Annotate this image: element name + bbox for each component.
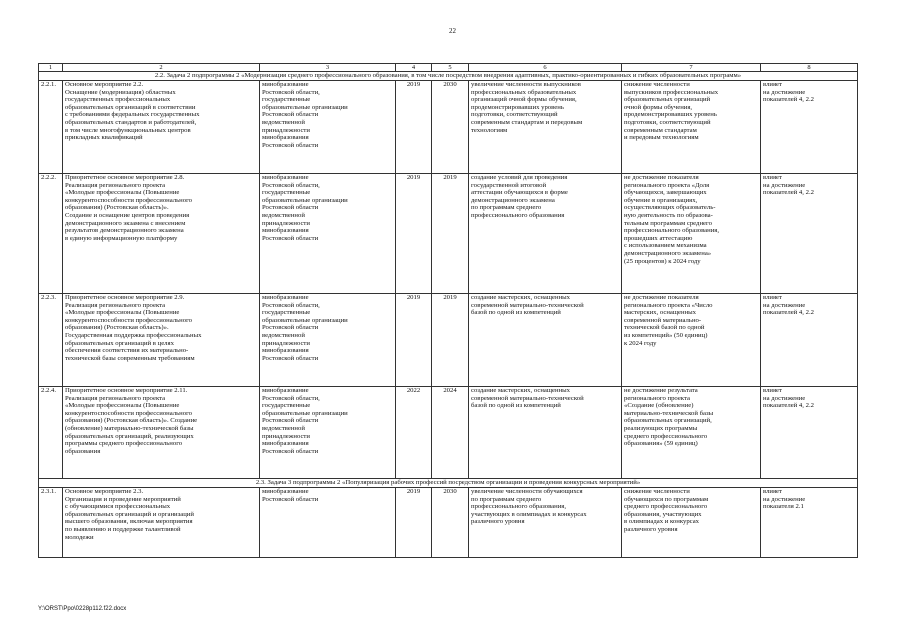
indicator-link-line: показателей 4, 2.2 [763, 309, 814, 317]
responsible-executor-line: Ростовской области, [262, 88, 320, 96]
activity-name-line: Реализация регионального проекта [65, 181, 166, 189]
expected-result [469, 174, 622, 294]
activity-name-line: образовательных организаций в соответствии [65, 103, 196, 111]
non-implementation-consequences-line: «Создание (обновление) [624, 402, 694, 410]
indicator-link-line: на достижение [763, 495, 806, 503]
activity-name-line: Основное мероприятие 2.2. [65, 81, 144, 88]
non-implementation-consequences-line: демонстрационного экзамена» [624, 249, 712, 257]
expected-result-line: участвующих в олимпиадах и конкурсах [471, 510, 587, 518]
responsible-executor-line: минобразования [262, 347, 309, 355]
indicator-link-line: на достижение [763, 88, 806, 96]
indicator-link [761, 294, 858, 387]
activity-name [63, 81, 260, 174]
column-number: 7 [622, 64, 761, 72]
activity-name-line: государственных профессиональных [65, 96, 171, 104]
non-implementation-consequences-line: не достижение показателя [624, 174, 699, 181]
responsible-executor-line: минобразования [262, 440, 309, 448]
activity-name-line: Реализация регионального проекта [65, 394, 166, 402]
non-implementation-consequences-line: подготовки, соответствующий [624, 118, 711, 126]
expected-result-line: профессионального образования, [471, 503, 567, 511]
non-implementation-consequences-line: технической базой по одной [624, 324, 705, 332]
activity-name-line: Организация и проведение мероприятий [65, 495, 181, 503]
non-implementation-consequences-line: к 2024 году [624, 339, 657, 347]
activity-name-line: Реализация регионального проекта [65, 301, 166, 309]
non-implementation-consequences-line: среднего профессионального [624, 432, 708, 440]
responsible-executor [260, 174, 396, 294]
column-number: 8 [761, 64, 858, 72]
column-number-row [39, 64, 858, 72]
non-implementation-consequences-line: профессионального образования, [624, 227, 720, 235]
indicator-link-line: показателей 4, 2.2 [763, 402, 814, 410]
activity-name-line: Приоритетное основное мероприятие 2.8. [65, 174, 185, 181]
table-row [39, 294, 858, 387]
expected-result-line: государственной итоговой [471, 181, 547, 189]
non-implementation-consequences-line: выпускников профессиональных [624, 88, 719, 96]
responsible-executor-line: ведомственной [262, 331, 305, 339]
activity-name-line: конкурентоспособности профессионального [65, 409, 192, 417]
activity-name-line: с обучающимися профессиональных [65, 503, 171, 511]
non-implementation-consequences-line: осуществляющих образователь- [624, 204, 716, 212]
activity-name-line: (обновление) материально-технической базы [65, 424, 194, 432]
non-implementation-consequences-line: образовательных организаций, [624, 417, 712, 425]
expected-result-line: технологиям [471, 126, 508, 134]
non-implementation-consequences-line: реализующих программы [624, 424, 698, 432]
responsible-executor-line: Ростовской области [262, 141, 319, 149]
responsible-executor-line: принадлежности [262, 339, 310, 347]
activity-name [63, 387, 260, 479]
task-heading: 2.3. Задача 3 подпрограммы 2 «Популяризация рабочих профессий посредством организации и проведения конкурсных мероприятий» [39, 479, 858, 488]
non-implementation-consequences-line: не достижение результата [624, 387, 698, 394]
activity-name-line: в единую информационную платформу [65, 234, 178, 242]
non-implementation-consequences [622, 294, 761, 387]
non-implementation-consequences-line: среднего профессионального [624, 503, 708, 511]
non-implementation-consequences-line: с использованием механизма [624, 242, 707, 250]
activity-name-line: Основное мероприятие 2.3. [65, 488, 144, 495]
responsible-executor-line: государственные [262, 309, 311, 317]
responsible-executor-line: Ростовской области [262, 234, 319, 242]
table-row [39, 81, 858, 174]
activity-name-line: демонстрационного экзамена с внесением [65, 219, 186, 227]
end-year: 2030 [432, 81, 469, 174]
activity-name [63, 294, 260, 387]
table-row [39, 174, 858, 294]
responsible-executor-line: ведомственной [262, 424, 305, 432]
responsible-executor-line: образовательные организации [262, 409, 348, 417]
indicator-link-line: влияет [763, 174, 782, 181]
expected-result-line: по программам среднего [471, 204, 542, 212]
indicator-link-line: влияет [763, 294, 782, 301]
non-implementation-consequences-line: обучающихся, завершающих [624, 189, 707, 197]
activity-name-line: в том числе многофункциональных центров [65, 126, 191, 134]
expected-result [469, 488, 622, 558]
expected-result-line: продемонстрировавших уровень [471, 103, 564, 111]
non-implementation-consequences [622, 81, 761, 174]
row-number: 2.3.1. [39, 488, 63, 558]
task-row [39, 72, 858, 81]
activity-name-line: «Молодые профессионалы (Повышение [65, 309, 180, 317]
responsible-executor-line: ведомственной [262, 211, 305, 219]
expected-result-line: профессионального образования [471, 211, 565, 219]
expected-result-line: базой по одной из компетенций [471, 402, 561, 410]
expected-result [469, 81, 622, 174]
indicator-link-line: на достижение [763, 301, 806, 309]
non-implementation-consequences-line: различного уровня [624, 525, 678, 533]
activity-name-line: программы среднего профессионального [65, 440, 183, 448]
expected-result-line: увеличение численности обучающихся [471, 488, 583, 495]
column-number: 4 [396, 64, 432, 72]
activity-name [63, 488, 260, 558]
column-number: 5 [432, 64, 469, 72]
expected-result-line: создание условий для проведения [471, 174, 568, 181]
responsible-executor-line: Ростовской области [262, 324, 319, 332]
activity-name-line: образовательных организаций и организаций [65, 510, 194, 518]
responsible-executor [260, 488, 396, 558]
responsible-executor-line: Ростовской области, [262, 301, 320, 309]
responsible-executor-line: государственные [262, 96, 311, 104]
row-number: 2.2.1. [39, 81, 63, 174]
row-number: 2.2.2. [39, 174, 63, 294]
file-path-footer: Y:\ORST\Ppo\0228p112.f22.docx [38, 606, 127, 612]
indicator-link [761, 174, 858, 294]
activity-name-line: конкурентоспособности профессионального [65, 316, 192, 324]
non-implementation-consequences-line: регионального проекта «Число [624, 301, 713, 309]
expected-result-line: современной материально-технической [471, 394, 584, 402]
activity-name-line: молодежи [65, 533, 94, 541]
column-number: 1 [39, 64, 63, 72]
responsible-executor [260, 387, 396, 479]
responsible-executor-line: Ростовской области [262, 417, 319, 425]
activity-name-line: образовательных стандартов и работодателей, [65, 118, 197, 126]
non-implementation-consequences-line: обучение в организациях, [624, 196, 698, 204]
responsible-executor-line: государственные [262, 402, 311, 410]
non-implementation-consequences [622, 488, 761, 558]
expected-result-line: создание мастерских, оснащенных [471, 387, 570, 394]
activity-name-line: прикладных квалификаций [65, 134, 143, 142]
activity-name-line: Оснащение (модернизация) областных [65, 88, 176, 96]
column-number: 2 [63, 64, 260, 72]
non-implementation-consequences-line: образовательных организаций [624, 96, 711, 104]
activity-name-line: образовательных организаций в целях [65, 339, 174, 347]
indicator-link-line: показателя 2.1 [763, 503, 804, 511]
activity-name-line: Приоритетное основное мероприятие 2.11. [65, 387, 188, 394]
non-implementation-consequences-line: снижение численности [624, 488, 690, 495]
non-implementation-consequences-line: (25 процентов) к 2024 году [624, 257, 701, 265]
non-implementation-consequences [622, 387, 761, 479]
non-implementation-consequences-line: ную деятельность по образова- [624, 211, 713, 219]
indicator-link-line: влияет [763, 81, 782, 88]
expected-result-line: различного уровня [471, 518, 525, 526]
activity-name-line: по выявлению и поддержке талантливой [65, 525, 181, 533]
non-implementation-consequences-line: регионального проекта [624, 394, 690, 402]
indicator-link-line: влияет [763, 387, 782, 394]
indicator-link-line: влияет [763, 488, 782, 495]
responsible-executor-line: Ростовской области [262, 111, 319, 119]
start-year: 2019 [396, 294, 432, 387]
responsible-executor-line: минобразование [262, 488, 309, 495]
activity-name-line: образования) (Ростовская область)». [65, 204, 169, 212]
activity-name-line: Приоритетное основное мероприятие 2.9. [65, 294, 185, 301]
responsible-executor-line: Ростовской области [262, 447, 319, 455]
responsible-executor-line: минобразование [262, 294, 309, 301]
start-year: 2019 [396, 174, 432, 294]
table-row [39, 488, 858, 558]
activity-name-line: технической базы современным требованиям [65, 354, 195, 362]
activity-name-line: образования [65, 447, 101, 455]
activity-name-line: образования) (Ростовская область)». [65, 324, 169, 332]
indicator-link-line: на достижение [763, 181, 806, 189]
table-row [39, 387, 858, 479]
responsible-executor-line: минобразование [262, 174, 309, 181]
non-implementation-consequences-line: не достижение показателя [624, 294, 699, 301]
non-implementation-consequences-line: современным стандартам [624, 126, 697, 134]
responsible-executor-line: Ростовской области, [262, 181, 320, 189]
expected-result-line: современной материально-технической [471, 301, 584, 309]
non-implementation-consequences-line: материально-технической базы [624, 409, 714, 417]
expected-result-line: создание мастерских, оснащенных [471, 294, 570, 301]
responsible-executor-line: принадлежности [262, 432, 310, 440]
end-year: 2019 [432, 294, 469, 387]
row-number: 2.2.4. [39, 387, 63, 479]
non-implementation-consequences-line: и передовым технологиям [624, 134, 699, 142]
activity-name-line: образовательных организаций, реализующих [65, 432, 194, 440]
activity-name-line: «Молодые профессионалы (Повышение [65, 402, 180, 410]
expected-result [469, 294, 622, 387]
indicator-link-line: показателей 4, 2.2 [763, 189, 814, 197]
expected-result-line: демонстрационного экзамена [471, 196, 555, 204]
expected-result-line: аттестации обучающихся в форме [471, 189, 568, 197]
activity-name-line: обеспечения соответствия их материально- [65, 347, 189, 355]
expected-result-line: организаций очной формы обучения, [471, 96, 577, 104]
non-implementation-consequences-line: образования, участвующих [624, 510, 702, 518]
activity-name-line: «Молодые профессионалы (Повышение [65, 189, 180, 197]
responsible-executor-line: Ростовской области [262, 495, 319, 503]
column-number: 3 [260, 64, 396, 72]
responsible-executor [260, 294, 396, 387]
start-year: 2019 [396, 81, 432, 174]
non-implementation-consequences-line: в олимпиадах и конкурсах [624, 518, 700, 526]
responsible-executor-line: минобразования [262, 227, 309, 235]
expected-result-line: современным стандартам и передовым [471, 118, 583, 126]
column-number: 6 [469, 64, 622, 72]
responsible-executor-line: Ростовской области, [262, 394, 320, 402]
responsible-executor-line: Ростовской области [262, 354, 319, 362]
indicator-link-line: на достижение [763, 394, 806, 402]
activity-name-line: образования) (Ростовская область)». Создание [65, 417, 198, 425]
expected-result-line: базой по одной из компетенций [471, 309, 561, 317]
end-year: 2019 [432, 174, 469, 294]
responsible-executor-line: государственные [262, 189, 311, 197]
non-implementation-consequences-line: из компетенций» (50 единиц) [624, 331, 708, 339]
non-implementation-consequences-line: продемонстрировавших уровень [624, 111, 717, 119]
indicator-link [761, 488, 858, 558]
expected-result-line: увеличение численности выпускников [471, 81, 581, 88]
responsible-executor-line: образовательные организации [262, 103, 348, 111]
indicator-link [761, 387, 858, 479]
table-body [39, 64, 858, 558]
row-number: 2.2.3. [39, 294, 63, 387]
responsible-executor-line: ведомственной [262, 118, 305, 126]
non-implementation-consequences-line: регионального проекта «Доля [624, 181, 710, 189]
non-implementation-consequences-line: образования» (59 единиц) [624, 440, 698, 448]
activity-name-line: с требованиями федеральных государственных [65, 111, 200, 119]
responsible-executor-line: образовательные организации [262, 316, 348, 324]
responsible-executor-line: минобразования [262, 134, 309, 142]
responsible-executor-line: минобразование [262, 387, 309, 394]
end-year: 2024 [432, 387, 469, 479]
non-implementation-consequences-line: снижение численности [624, 81, 690, 88]
activity-name [63, 174, 260, 294]
page-number: 22 [449, 27, 456, 35]
non-implementation-consequences [622, 174, 761, 294]
task-row [39, 479, 858, 488]
non-implementation-consequences-line: прошедших аттестацию [624, 234, 693, 242]
responsible-executor-line: минобразование [262, 81, 309, 88]
expected-result-line: профессиональных образовательных [471, 88, 577, 96]
non-implementation-consequences-line: современной материально- [624, 316, 702, 324]
activity-name-line: высшего образования, включая мероприятия [65, 518, 193, 526]
non-implementation-consequences-line: очной формы обучения, [624, 103, 693, 111]
non-implementation-consequences-line: мастерских, оснащенных [624, 309, 696, 317]
responsible-executor [260, 81, 396, 174]
activity-name-line: Государственная поддержка профессиональных [65, 331, 202, 339]
activity-name-line: Создание и оснащение центров проведения [65, 211, 190, 219]
activity-name-line: конкурентоспособности профессионального [65, 196, 192, 204]
responsible-executor-line: образовательные организации [262, 196, 348, 204]
non-implementation-consequences-line: тельным программам среднего [624, 219, 712, 227]
responsible-executor-line: Ростовской области [262, 204, 319, 212]
indicator-link-line: показателей 4, 2.2 [763, 96, 814, 104]
expected-result-line: по программам среднего [471, 495, 542, 503]
activity-name-line: результатов демонстрационного экзамена [65, 227, 184, 235]
responsible-executor-line: принадлежности [262, 219, 310, 227]
start-year: 2022 [396, 387, 432, 479]
non-implementation-consequences-line: обучающихся по программам [624, 495, 709, 503]
expected-result [469, 387, 622, 479]
task-heading: 2.2. Задача 2 подпрограммы 2 «Модернизация среднего профессионального образования, в том числе посредством внедрения адаптивных, практико-ориентированных и гибких образовательных программ» [39, 72, 858, 81]
indicator-link [761, 81, 858, 174]
start-year: 2019 [396, 488, 432, 558]
end-year: 2030 [432, 488, 469, 558]
expected-result-line: подготовки, соответствующий [471, 111, 558, 119]
program-table [38, 63, 858, 558]
responsible-executor-line: принадлежности [262, 126, 310, 134]
